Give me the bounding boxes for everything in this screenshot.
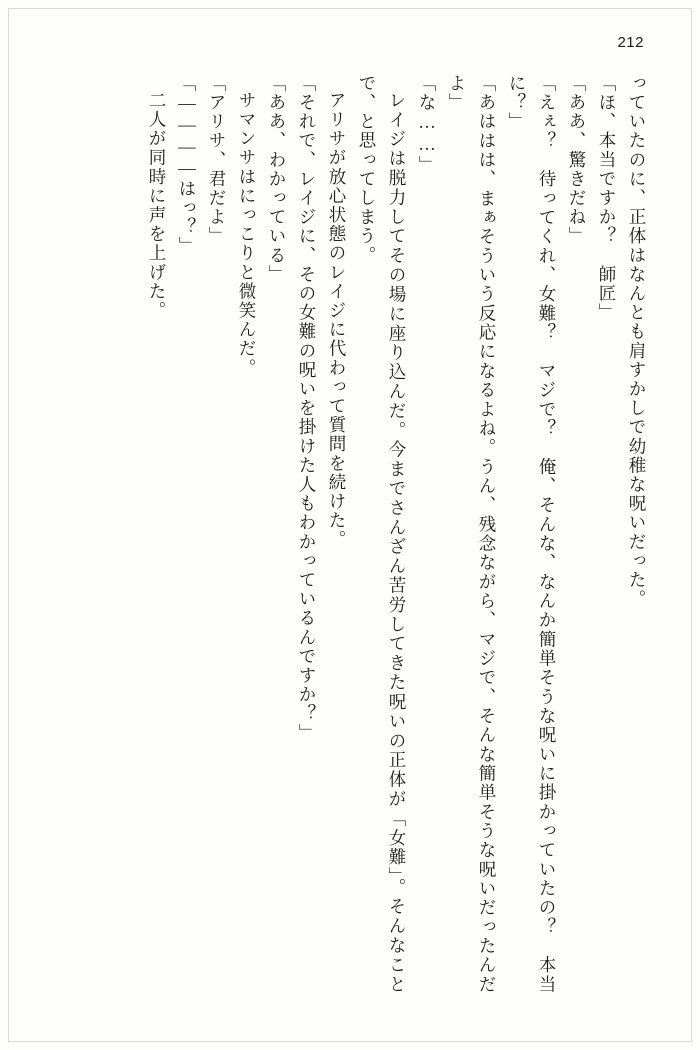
paragraph: 二人が同時に声を上げた。	[147, 91, 167, 321]
paragraph: 「それで、レイジに、その女難の呪いを掛けた人もわかっているんですか？」	[297, 74, 317, 743]
paragraph: レイジは脱力してその場に座り込んだ。今までさんざん苦労してきた呪いの正体が「女難」。そんなことで、と思ってしまう。	[357, 74, 407, 994]
paragraph: アリサが放心状態のレイジに代わって質問を続けた。	[327, 91, 347, 550]
paragraph: 「————はっ？」	[177, 74, 197, 256]
paragraph: 「な……」	[417, 74, 437, 175]
paragraph: 「ああ、驚きだね」	[567, 74, 587, 246]
paragraph: 「あははは、まぁそういう反応になるよね。うん、残念ながら、マジで、そんな簡単そうな呪いだったんだよ」	[447, 74, 497, 994]
paragraph: 「ああ、わかっている」	[267, 74, 287, 285]
paragraph: サマンサはにっこりと微笑んだ。	[237, 91, 257, 378]
page-body-text	[76, 74, 652, 994]
paragraph: 「えぇ？ 待ってくれ、女難？ マジで？ 俺、そんな、なんか簡単そうな呪いに掛かっていたの？ 本当に？」	[507, 74, 557, 994]
paragraph: 「ほ、本当ですか？ 師匠」	[597, 74, 617, 323]
paragraph: っていたのに、正体はなんとも肩すかしで幼稚な呪いだった。	[627, 74, 647, 609]
paragraph: 「アリサ、君だよ」	[207, 74, 227, 246]
page-number: 212	[617, 34, 644, 51]
